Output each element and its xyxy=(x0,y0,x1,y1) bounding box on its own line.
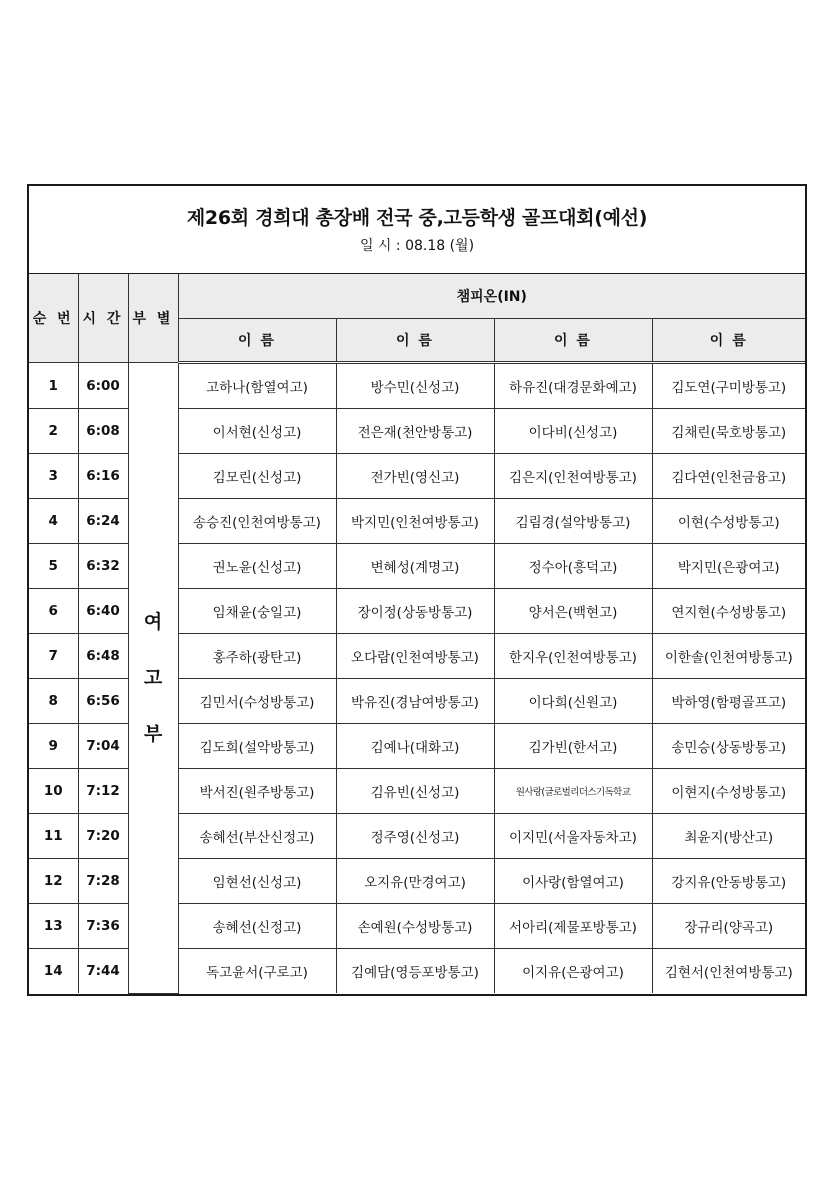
player-cell: 강지유(안동방통고) xyxy=(652,859,805,904)
title-box xyxy=(29,186,805,274)
player-cell: 김예나(대화고) xyxy=(336,724,494,769)
player-cell: 김은지(인천여방통고) xyxy=(494,454,652,499)
player-cell: 김도희(설악방통고) xyxy=(178,724,336,769)
player-cell: 연지현(수성방통고) xyxy=(652,589,805,634)
tee-time: 6:08 xyxy=(78,409,128,454)
tee-time: 7:12 xyxy=(78,769,128,814)
order-number: 12 xyxy=(29,859,78,904)
player-cell: 이한솔(인천여방통고) xyxy=(652,634,805,679)
player-cell: 김채린(묵호방통고) xyxy=(652,409,805,454)
player-cell: 정주영(신성고) xyxy=(336,814,494,859)
player-cell: 한지우(인천여방통고) xyxy=(494,634,652,679)
player-cell: 이지유(은광여고) xyxy=(494,949,652,994)
order-number: 5 xyxy=(29,544,78,589)
player-cell: 변혜성(계명고) xyxy=(336,544,494,589)
tee-time: 7:36 xyxy=(78,904,128,949)
player-cell: 박지민(인천여방통고) xyxy=(336,499,494,544)
order-number: 4 xyxy=(29,499,78,544)
order-number: 8 xyxy=(29,679,78,724)
order-number: 3 xyxy=(29,454,78,499)
tee-time: 6:24 xyxy=(78,499,128,544)
order-number: 2 xyxy=(29,409,78,454)
order-number: 13 xyxy=(29,904,78,949)
order-number: 14 xyxy=(29,949,78,994)
player-cell: 방수민(신성고) xyxy=(336,363,494,409)
tee-time: 6:48 xyxy=(78,634,128,679)
order-number: 11 xyxy=(29,814,78,859)
table-row xyxy=(29,363,805,409)
player-cell: 김현서(인천여방통고) xyxy=(652,949,805,994)
course-header: 챔피온(IN) xyxy=(178,274,805,319)
player-cell: 김유빈(신성고) xyxy=(336,769,494,814)
player-cell: 권노윤(신성고) xyxy=(178,544,336,589)
player-cell: 홍주하(광탄고) xyxy=(178,634,336,679)
player-cell: 이다희(신원고) xyxy=(494,679,652,724)
player-cell: 박지민(은광여고) xyxy=(652,544,805,589)
player-cell: 최윤지(방산고) xyxy=(652,814,805,859)
tee-time: 7:04 xyxy=(78,724,128,769)
player-cell: 고하나(함열여고) xyxy=(178,363,336,409)
player-cell: 오다람(인천여방통고) xyxy=(336,634,494,679)
player-cell: 김가빈(한서고) xyxy=(494,724,652,769)
player-cell: 독고윤서(구로고) xyxy=(178,949,336,994)
player-cell: 김림경(설악방통고) xyxy=(494,499,652,544)
player-cell: 정수아(흥덕고) xyxy=(494,544,652,589)
player-cell: 이현(수성방통고) xyxy=(652,499,805,544)
player-cell: 오지유(만경여고) xyxy=(336,859,494,904)
time-header: 시 간 xyxy=(78,274,128,363)
document-title: 제26회 경희대 총장배 전국 중,고등학생 골프대회(예선) xyxy=(186,207,648,229)
tee-time: 7:44 xyxy=(78,949,128,994)
order-header: 순 번 xyxy=(29,274,78,363)
player-cell: 박유진(경남여방통고) xyxy=(336,679,494,724)
order-number: 10 xyxy=(29,769,78,814)
player-cell: 송승진(인천여방통고) xyxy=(178,499,336,544)
division-char: 고 xyxy=(143,666,163,689)
player-cell: 손예원(수성방통고) xyxy=(336,904,494,949)
schedule-sheet xyxy=(27,184,807,996)
player-cell: 임채윤(숭일고) xyxy=(178,589,336,634)
tee-time: 6:56 xyxy=(78,679,128,724)
player-cell: 김다연(인천금융고) xyxy=(652,454,805,499)
tee-time: 6:16 xyxy=(78,454,128,499)
player-cell: 장규리(양곡고) xyxy=(652,904,805,949)
name-header: 이 름 xyxy=(494,319,652,363)
division-char: 여 xyxy=(143,610,163,633)
division-char: 부 xyxy=(143,722,163,745)
player-cell: 장이정(상동방통고) xyxy=(336,589,494,634)
player-cell: 이서현(신성고) xyxy=(178,409,336,454)
player-cell: 박하영(함평골프고) xyxy=(652,679,805,724)
tee-time: 7:28 xyxy=(78,859,128,904)
player-cell: 김예담(영등포방통고) xyxy=(336,949,494,994)
order-number: 6 xyxy=(29,589,78,634)
name-header: 이 름 xyxy=(336,319,494,363)
division-cell xyxy=(128,363,178,994)
player-cell: 김모린(신성고) xyxy=(178,454,336,499)
player-cell: 김도연(구미방통고) xyxy=(652,363,805,409)
order-number: 1 xyxy=(29,363,78,409)
player-cell: 양서은(백현고) xyxy=(494,589,652,634)
player-cell: 김민서(수성방통고) xyxy=(178,679,336,724)
player-cell: 전은재(천안방통고) xyxy=(336,409,494,454)
player-cell: 이현지(수성방통고) xyxy=(652,769,805,814)
tee-time: 6:40 xyxy=(78,589,128,634)
player-cell: 송혜선(부산신정고) xyxy=(178,814,336,859)
name-header: 이 름 xyxy=(652,319,805,363)
player-cell: 이지민(서울자동차고) xyxy=(494,814,652,859)
player-cell: 이다비(신성고) xyxy=(494,409,652,454)
division-header: 부 별 xyxy=(128,274,178,363)
player-cell: 원사랑(글로벌리더스기독학교 xyxy=(494,769,652,814)
order-number: 7 xyxy=(29,634,78,679)
player-cell: 전가빈(영신고) xyxy=(336,454,494,499)
player-cell: 임현선(신성고) xyxy=(178,859,336,904)
name-header: 이 름 xyxy=(178,319,336,363)
player-cell: 하유진(대경문화예고) xyxy=(494,363,652,409)
player-cell: 박서진(원주방통고) xyxy=(178,769,336,814)
tee-time: 6:00 xyxy=(78,363,128,409)
tee-time: 6:32 xyxy=(78,544,128,589)
player-cell: 송혜선(신정고) xyxy=(178,904,336,949)
player-cell: 이사랑(함열여고) xyxy=(494,859,652,904)
tee-time: 7:20 xyxy=(78,814,128,859)
date-line: 일 시 : 08.18 (월) xyxy=(359,238,475,254)
order-number: 9 xyxy=(29,724,78,769)
player-cell: 송민승(상동방통고) xyxy=(652,724,805,769)
tee-time-table xyxy=(29,274,805,994)
player-cell: 서아리(제물포방통고) xyxy=(494,904,652,949)
